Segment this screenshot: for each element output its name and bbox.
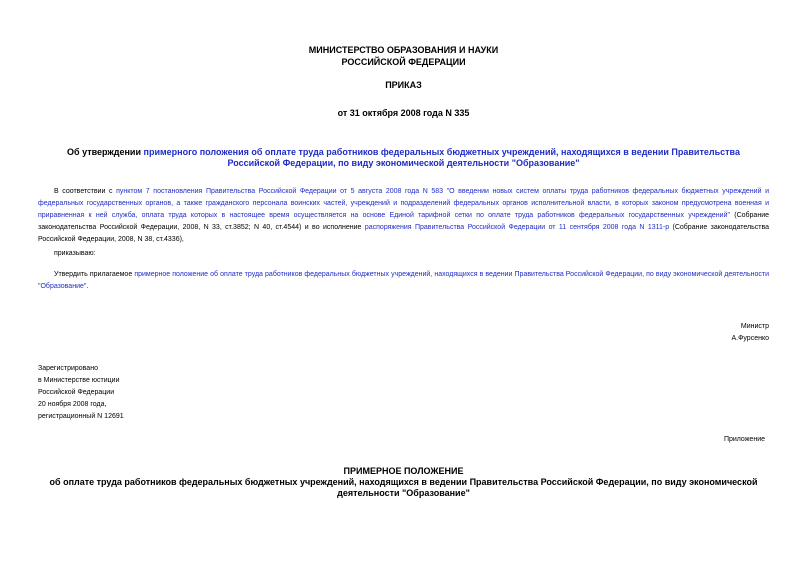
decree-583-link[interactable]: пунктом 7 постановления Правительства Российской Федерации от 5 августа 2008 года N 583 "О введении новых систем оплаты труда работников федеральных бюджетных учреждений и федеральных государственных органов, а также гражданского персонала воинских частей, учреждений и подразделений федеральных органов исполнительной власти, в которых законом предусмотрена военная и приравненная к ней служба, оплата труда которых в настоящее время осуществляется на основе Единой тарифной сетки по оплате труда работников федеральных государственных учреждений": [38, 188, 769, 219]
registration-line: регистрационный N 12691: [38, 413, 124, 420]
regulation-link[interactable]: примерное положение об оплате труда работников федеральных бюджетных учреждений, находящихся в ведении Правительства Российской Федерации, по виду экономической деятельности "Образование": [38, 271, 769, 290]
order-word: приказываю:: [54, 250, 96, 257]
title-prefix: Об утверждении: [67, 147, 141, 157]
registration-line: Российской Федерации: [38, 389, 115, 396]
preamble-paragraph: [38, 186, 769, 246]
registration-line: в Министерстве юстиции: [38, 377, 120, 384]
signature-position: Министр: [740, 323, 769, 330]
appendix-heading: ПРИМЕРНОЕ ПОЛОЖЕНИЕ: [343, 466, 464, 476]
document-title: [40, 147, 767, 169]
order-1311-link[interactable]: распоряжения Правительства Российской Федерации от 11 сентября 2008 года N 1311-р: [364, 224, 670, 231]
approve-paragraph: [38, 269, 769, 293]
approve-text-b: .: [86, 283, 89, 290]
title-link[interactable]: примерного положения об оплате труда работников федеральных бюджетных учреждений, находящихся в ведении Правительства Российской Федерации, по виду экономической деятельности "Образование": [143, 147, 740, 168]
registration-line: Зарегистрировано: [38, 365, 98, 372]
preamble-text-b: (Собрание законодательства Российской Федерации, 2008, N 33, ст.3852; N 40, ст.4544) и во исполнение: [38, 212, 769, 231]
ministry-line-1: МИНИСТЕРСТВО ОБРАЗОВАНИЯ И НАУКИ: [308, 45, 499, 55]
ministry-line-2: РОССИЙСКОЙ ФЕДЕРАЦИИ: [341, 57, 466, 67]
registration-line: 20 ноября 2008 года,: [38, 401, 107, 408]
doc-date-number: от 31 октября 2008 года N 335: [337, 108, 470, 118]
appendix-subtitle: об оплате труда работников федеральных бюджетных учреждений, находящихся в ведении Правительства Российской Федерации, по виду экономической деятельности "Образование": [49, 477, 758, 498]
registration-block: [38, 363, 124, 423]
approve-text-a: Утвердить прилагаемое: [54, 271, 133, 278]
doc-type: ПРИКАЗ: [385, 80, 422, 90]
preamble-text-a: В соответствии с: [54, 188, 113, 195]
signature-name: А.Фурсенко: [731, 335, 769, 342]
appendix-label: Приложение: [723, 436, 765, 443]
preamble-text-c: (Собрание законодательства Российской Федерации, 2008, N 38, ст.4336),: [38, 224, 769, 243]
